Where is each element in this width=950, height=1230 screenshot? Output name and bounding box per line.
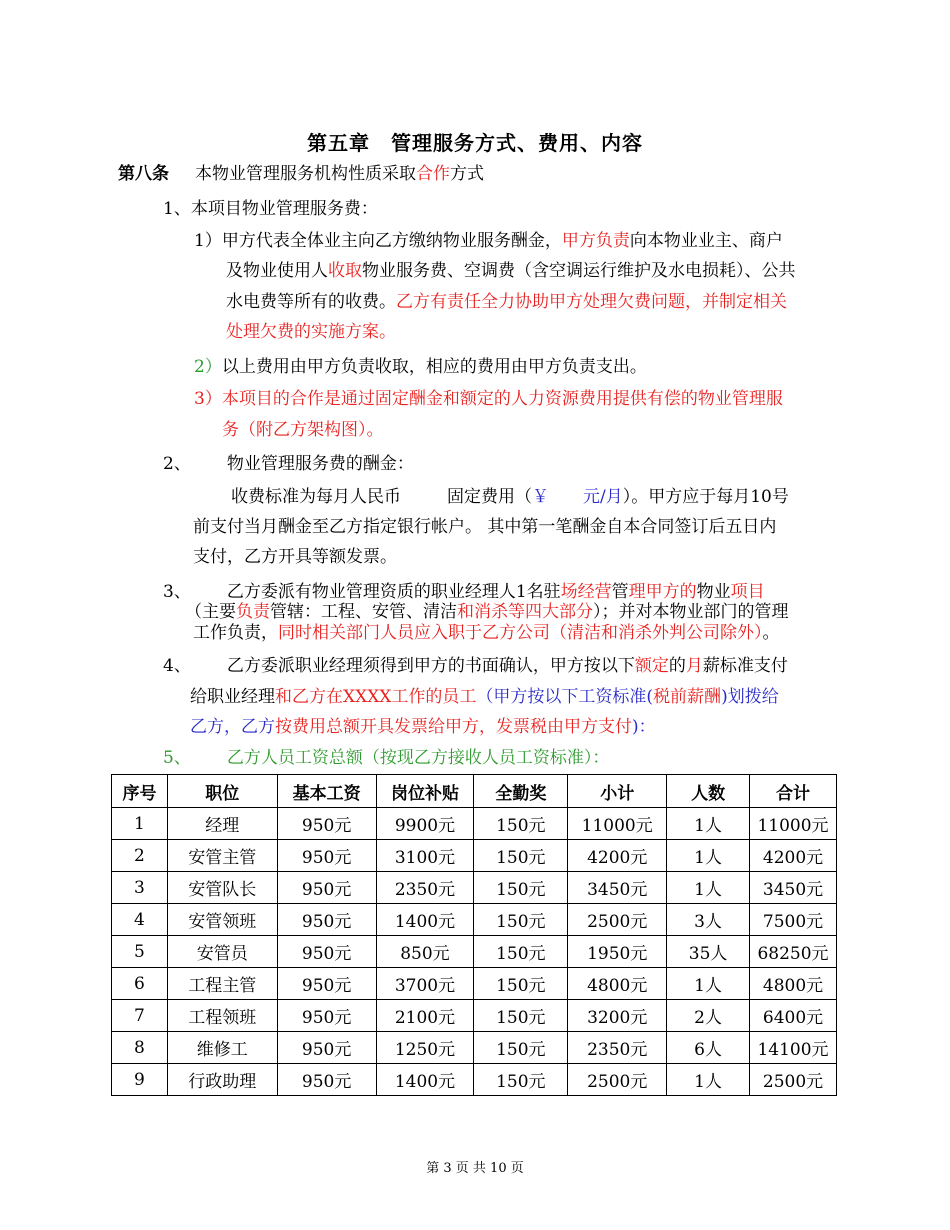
column-header: 序号 bbox=[112, 775, 168, 808]
text: 及物业使用人 bbox=[226, 261, 328, 281]
column-header: 基本工资 bbox=[277, 775, 376, 808]
table-cell: 安管主管 bbox=[167, 840, 277, 872]
table-cell: 6400元 bbox=[750, 1000, 837, 1032]
table-cell: 11000元 bbox=[750, 808, 837, 840]
item-number: 3、 bbox=[163, 582, 191, 602]
article-text-red: 合作 bbox=[416, 164, 450, 184]
page-footer: 第 3 页 共 10 页 bbox=[426, 1161, 524, 1176]
item4-line2 bbox=[190, 686, 779, 708]
text-red: 乙方有责任全力协助甲方处理欠费问题，并制定相关 bbox=[396, 292, 787, 312]
table-cell: 950元 bbox=[277, 936, 376, 968]
table-cell: 6 bbox=[112, 968, 168, 1000]
table-cell: 950元 bbox=[277, 840, 376, 872]
text: 工作负责， bbox=[193, 623, 278, 643]
table-cell: 安管队长 bbox=[167, 872, 277, 904]
item3-line2 bbox=[185, 601, 789, 623]
item-number: 5、 bbox=[163, 748, 191, 768]
table-cell: 9900元 bbox=[376, 808, 474, 840]
table-cell: 3 bbox=[112, 872, 168, 904]
item1-sub1-line3 bbox=[226, 291, 787, 313]
text: ）。甲方应于每月10号 bbox=[622, 487, 789, 507]
item-number: 4、 bbox=[163, 656, 191, 676]
text-blue: )划拨给 bbox=[721, 687, 779, 707]
table-cell: 1人 bbox=[667, 872, 750, 904]
item1-sub1-line2 bbox=[226, 260, 796, 282]
table-cell: 2500元 bbox=[750, 1064, 837, 1096]
article-8 bbox=[118, 163, 484, 185]
text-red: 负责 bbox=[236, 602, 270, 622]
chapter-title: 第五章 管理服务方式、费用、内容 bbox=[307, 131, 643, 155]
item2-heading bbox=[163, 453, 414, 475]
article-text-a: 本物业管理服务机构性质采取 bbox=[195, 164, 416, 184]
table-cell: 68250元 bbox=[750, 936, 837, 968]
table-cell: 950元 bbox=[277, 872, 376, 904]
table-cell: 经理 bbox=[167, 808, 277, 840]
column-header: 小计 bbox=[568, 775, 667, 808]
table-cell: 7500元 bbox=[750, 904, 837, 936]
item1-sub1-line1 bbox=[194, 230, 783, 252]
table-cell: 2350元 bbox=[568, 1032, 667, 1064]
table-cell: 4800元 bbox=[750, 968, 837, 1000]
text-red: 收取 bbox=[328, 261, 362, 281]
column-header: 人数 bbox=[667, 775, 750, 808]
item2-line1 bbox=[231, 486, 789, 508]
table-row bbox=[112, 968, 837, 1000]
table-cell: 3450元 bbox=[750, 872, 837, 904]
table-row bbox=[112, 808, 837, 840]
table-cell: 1人 bbox=[667, 968, 750, 1000]
table-cell: 4200元 bbox=[568, 840, 667, 872]
table-cell: 150元 bbox=[474, 808, 568, 840]
table-cell: 1 bbox=[112, 808, 168, 840]
item1-sub3-line1: 3）本项目的合作是通过固定酬金和额定的人力资源费用提供有偿的物业管理服 bbox=[194, 389, 783, 409]
table-cell: 工程领班 bbox=[167, 1000, 277, 1032]
table-cell: 35人 bbox=[667, 936, 750, 968]
table-cell: 150元 bbox=[474, 840, 568, 872]
text: ）；并对本物业部门的管理 bbox=[593, 602, 789, 622]
article-label: 第八条 bbox=[118, 164, 169, 184]
table-header-row bbox=[112, 775, 837, 808]
text: 乙方委派有物业管理资质的职业经理人1名驻 bbox=[226, 582, 561, 602]
item-number: 2、 bbox=[163, 454, 191, 474]
table-cell: 3100元 bbox=[376, 840, 474, 872]
table-cell: 2500元 bbox=[568, 904, 667, 936]
text-red: 和消杀等四大部分 bbox=[457, 602, 593, 622]
table-cell: 150元 bbox=[474, 1000, 568, 1032]
table-cell: 6人 bbox=[667, 1032, 750, 1064]
table-cell: 150元 bbox=[474, 904, 568, 936]
text-red: 理甲方的 bbox=[628, 582, 697, 602]
item4-line1 bbox=[163, 655, 788, 677]
table-cell: 2350元 bbox=[376, 872, 474, 904]
column-header: 职位 bbox=[167, 775, 277, 808]
table-cell: 1人 bbox=[667, 840, 750, 872]
text-red: 税前薪酬 bbox=[653, 687, 722, 707]
item5-heading bbox=[163, 747, 609, 769]
table-row bbox=[112, 936, 837, 968]
item1-sub2 bbox=[194, 356, 647, 378]
table-row bbox=[112, 1032, 837, 1064]
text: 管辖：工程、安管、清洁 bbox=[270, 602, 457, 622]
table-cell: 150元 bbox=[474, 936, 568, 968]
text: 以上费用由甲方负责收取，相应的费用由甲方负责支出。 bbox=[221, 357, 647, 377]
table-cell: 1950元 bbox=[568, 936, 667, 968]
text: 薪标准支付 bbox=[702, 656, 788, 676]
table-cell: 8 bbox=[112, 1032, 168, 1064]
salary-table bbox=[111, 774, 837, 1096]
table-row bbox=[112, 1064, 837, 1096]
item3-line1 bbox=[163, 581, 765, 603]
fee-amount: ￥ 元/月 bbox=[532, 487, 623, 507]
table-cell: 1400元 bbox=[376, 904, 474, 936]
table-cell: 工程主管 bbox=[167, 968, 277, 1000]
table-cell: 150元 bbox=[474, 1032, 568, 1064]
table-cell: 行政助理 bbox=[167, 1064, 277, 1096]
table-cell: 11000元 bbox=[568, 808, 667, 840]
table-row bbox=[112, 840, 837, 872]
item2-line3: 支付，乙方开具等额发票。 bbox=[193, 547, 397, 567]
table-cell: 150元 bbox=[474, 1064, 568, 1096]
text: 向本物业业主、商户 bbox=[629, 231, 783, 251]
table-cell: 950元 bbox=[277, 968, 376, 1000]
column-header: 全勤奖 bbox=[474, 775, 568, 808]
text: 收费标准为每月人民币 bbox=[231, 487, 401, 507]
item4-line3 bbox=[190, 716, 656, 738]
text: 给职业经理 bbox=[190, 687, 275, 707]
table-cell: 950元 bbox=[277, 1064, 376, 1096]
text: 乙方委派职业经理须得到甲方的书面确认，甲方按以下 bbox=[226, 656, 635, 676]
table-cell: 5 bbox=[112, 936, 168, 968]
text-red: 额定 bbox=[634, 656, 669, 676]
text: 水电费等所有的收费。 bbox=[226, 292, 396, 312]
table-cell: 1人 bbox=[667, 1064, 750, 1096]
text: 1）甲方代表全体业主向乙方缴纳物业服务酬金， bbox=[194, 231, 562, 251]
table-cell: 950元 bbox=[277, 808, 376, 840]
table-cell: 2人 bbox=[667, 1000, 750, 1032]
table-cell: 2100元 bbox=[376, 1000, 474, 1032]
text-red: 按费用总额开具发票给甲方，发票税由甲方支付 bbox=[275, 717, 632, 737]
table-cell: 安管员 bbox=[167, 936, 277, 968]
text: 物业管理服务费的酬金： bbox=[226, 454, 414, 474]
table-cell: 14100元 bbox=[750, 1032, 837, 1064]
table-cell: 3700元 bbox=[376, 968, 474, 1000]
table-row bbox=[112, 1000, 837, 1032]
text: 物业 bbox=[696, 582, 731, 602]
text-red: 甲方负责 bbox=[561, 231, 630, 251]
article-text-b: 方式 bbox=[450, 164, 484, 184]
table-row bbox=[112, 872, 837, 904]
table-cell: 3200元 bbox=[568, 1000, 667, 1032]
table-cell: 850元 bbox=[376, 936, 474, 968]
table-cell: 950元 bbox=[277, 1000, 376, 1032]
table-cell: 4800元 bbox=[568, 968, 667, 1000]
text: （主要 bbox=[185, 602, 236, 622]
table-cell: 9 bbox=[112, 1064, 168, 1096]
column-header: 合计 bbox=[750, 775, 837, 808]
table-cell: 4200元 bbox=[750, 840, 837, 872]
text-red: 项目 bbox=[730, 582, 765, 602]
table-cell: 950元 bbox=[277, 1032, 376, 1064]
table-cell: 维修工 bbox=[167, 1032, 277, 1064]
text: 的 bbox=[668, 656, 686, 676]
item3-line3 bbox=[193, 622, 780, 644]
text: 管 bbox=[611, 582, 629, 602]
item1-sub3-line2: 务（附乙方架构图）。 bbox=[222, 420, 384, 440]
table-cell: 7 bbox=[112, 1000, 168, 1032]
column-header: 岗位补贴 bbox=[376, 775, 474, 808]
table-row bbox=[112, 904, 837, 936]
text-red: 场经营 bbox=[560, 582, 612, 602]
table-cell: 150元 bbox=[474, 968, 568, 1000]
text-red: 月 bbox=[685, 656, 703, 676]
table-cell: 3450元 bbox=[568, 872, 667, 904]
table-cell: 安管领班 bbox=[167, 904, 277, 936]
table-cell: 1250元 bbox=[376, 1032, 474, 1064]
table-cell: 4 bbox=[112, 904, 168, 936]
text-red: 和乙方在XXXX工作的员工 bbox=[275, 687, 477, 707]
table-cell: 2500元 bbox=[568, 1064, 667, 1096]
text: 物业服务费、空调费（含空调运行维护及水电损耗）、公共 bbox=[362, 261, 796, 281]
text-blue: 乙方，乙方 bbox=[190, 717, 275, 737]
text-blue: )： bbox=[632, 717, 656, 737]
text: 固定费用（ bbox=[447, 487, 532, 507]
text: 乙方人员工资总额（按现乙方接收人员工资标准）： bbox=[226, 748, 610, 768]
text-red: 同时相关部门人员应入职于乙方公司（清洁和消杀外判公司除外） bbox=[278, 623, 763, 643]
table-cell: 1400元 bbox=[376, 1064, 474, 1096]
text: 。 bbox=[762, 623, 780, 643]
item1-sub1-line4: 处理欠费的实施方案。 bbox=[226, 322, 396, 342]
text-blue: （甲方按以下工资标准( bbox=[476, 687, 654, 707]
table-cell: 950元 bbox=[277, 904, 376, 936]
table-cell: 2 bbox=[112, 840, 168, 872]
table-cell: 1人 bbox=[667, 808, 750, 840]
item1-heading: 1、本项目物业管理服务费： bbox=[163, 199, 378, 219]
table-cell: 150元 bbox=[474, 872, 568, 904]
sub2-number: 2） bbox=[194, 357, 222, 377]
table-cell: 3人 bbox=[667, 904, 750, 936]
item2-line2: 前支付当月酬金至乙方指定银行帐户。 其中第一笔酬金自本合同签订后五日内 bbox=[193, 517, 777, 537]
